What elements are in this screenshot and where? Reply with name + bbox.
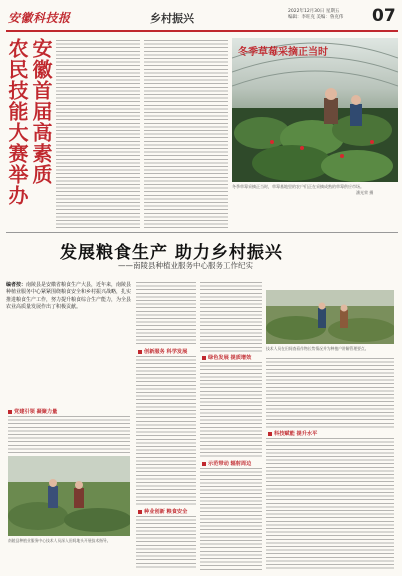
section-head-6 [268,430,317,437]
lead-headline [6,38,52,238]
section-head-2 [138,348,187,355]
newspaper-logo: 安徽科技报 [8,11,71,25]
section-head-2-text: 创新服务 科学发展 [144,349,188,355]
section-marker-icon [202,356,206,360]
summary-text: 南陵县是安徽省粮食生产大县，近年来，南陵县种植业服务中心紧紧围绕粮食安全和乡村振兴战略，扎实推进粮食生产工作，努力提升粮食综合生产能力，为全县农业高质量发展作出了积极贡献。 [6,282,132,311]
col2-text-a [136,282,196,346]
feature-subheadline: ——南陵县种植业服务中心服务工作纪实 [118,261,253,270]
strawberry-photo [232,38,398,182]
section-marker-icon [268,432,272,436]
col3-text-c [200,468,262,570]
section-head-6-text: 科技赋能 提升水平 [274,431,318,437]
section-marker-icon [138,510,142,514]
col4-text-b [266,438,394,570]
section-head-5-text: 示范带动 辐射周边 [208,461,252,467]
section-head-5 [202,460,251,467]
section-head-4-text: 绿色发展 提质增效 [208,355,252,361]
summary-label: 编者按： [6,282,27,288]
masthead [0,0,402,34]
date-line: 2022年12月30日 星期五 [288,9,340,14]
crop-photo [266,290,394,344]
section-head-3-text: 种业创新 粮食安全 [144,509,188,515]
col3-text-a [200,282,262,352]
issue-info [288,9,378,21]
feature-headline: 发展粮食生产 助力乡村振兴 [60,243,283,263]
section-title: 乡村振兴 [150,12,194,25]
lead-headline-col1: 农民技能大赛举办 [5,38,29,206]
photo-overlay-title: 冬季草莓采摘正当时 [238,47,328,58]
feature-summary [6,282,134,404]
page-number: 07 [372,6,396,26]
section-marker-icon [138,350,142,354]
masthead-rule [6,30,398,32]
section-head-1-text: 党建引领 凝聚力量 [14,409,58,415]
editor-line: 编辑：李旺克 美编：鲁克伟 [288,15,344,20]
crop-photo-caption: 技术人员在田间查看作物长势情况并为种植户讲解管理要点。 [266,346,369,351]
field-photo-caption: 南陵县种植业服务中心技术人员深入田间地头开展技术指导。 [8,538,111,543]
col3-text-b [200,362,262,458]
section-head-3 [138,508,187,515]
field-photo [8,456,130,536]
section-marker-icon [202,462,206,466]
section-head-4 [202,354,251,361]
photo-caption: 冬季草莓采摘正当时，草莓基地里的农户们正在采摘成熟的草莓供应市场。 [232,184,364,189]
photo-credit: 潘光荣 摄 [356,190,374,195]
section-1-text [8,416,130,454]
divider-rule [6,232,398,233]
section-head-1 [8,408,57,415]
lead-headline-col2: 安徽首届高素质 [29,38,53,185]
col2-text-c [136,516,196,570]
col2-text-b [136,356,196,506]
lead-article-text-col2 [144,40,228,230]
col4-text-a [266,358,394,428]
section-marker-icon [8,410,12,414]
lead-article-text-col1 [56,40,140,230]
